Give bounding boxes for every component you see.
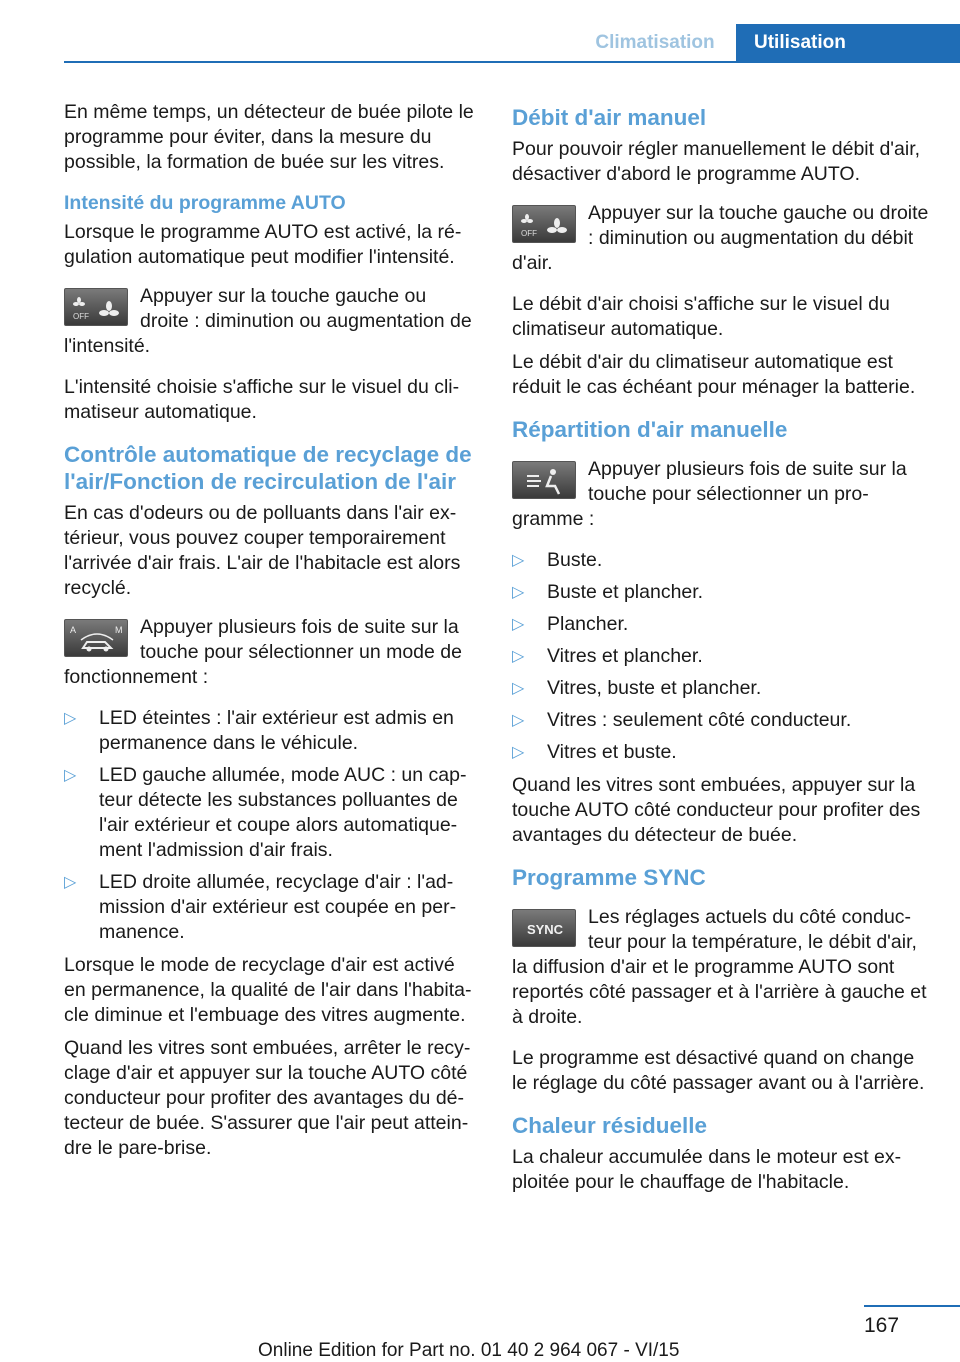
- edition-note: Online Edition for Part no. 01 40 2 964 067 - VI/15: [258, 1340, 680, 1361]
- paragraph: Les réglages actuels du côté conduc‐teur pour la température, le débit d'air, la diffusion d'air et le programme AUTO sont reportés côté passager et à l'arrière à gauche et à droite.: [512, 906, 927, 1028]
- paragraph: Le débit d'air choisi s'affiche sur le visuel du climatiseur automatique.: [512, 293, 890, 340]
- heading-manual-airflow: Débit d'air manuel: [512, 105, 707, 130]
- list-item: ▷ LED éteintes : l'air extérieur est admis en permanence dans le véhicule.: [64, 706, 478, 756]
- list-item: ▷ Buste et plancher.: [512, 580, 930, 605]
- paragraph: Appuyer plusieurs fois de suite sur la touche pour sélectionner un mode de fonctionnement :: [64, 616, 462, 688]
- paragraph: Appuyer sur la touche gauche ou droite : diminution ou augmentation de l'intensité.: [64, 285, 472, 357]
- section-tab: Climatisation: [595, 32, 715, 53]
- paragraph: L'intensité choisie s'affiche sur le visuel du cli‐matiseur automatique.: [64, 376, 460, 423]
- icon-paragraph: [512, 201, 930, 276]
- list-item: ▷ Plancher.: [512, 612, 930, 637]
- paragraph: En même temps, un détecteur de buée pilote le programme pour éviter, dans la mesure du possible, la formation de buée sur les vitres.: [64, 101, 474, 173]
- paragraph: Appuyer sur la touche gauche ou droite : diminution ou augmentation du débit d'air.: [512, 202, 929, 274]
- list-item: ▷ Vitres et buste.: [512, 740, 930, 765]
- paragraph: Le débit d'air du climatiseur automatique est réduit le cas échéant pour ménager la batterie.: [512, 351, 916, 398]
- heading-recirculation: Contrôle automatique de recyclage de l'air/Fonction de recirculation de l'air: [64, 442, 472, 494]
- paragraph: Lorsque le programme AUTO est activé, la ré‐gulation automatique peut modifier l'intensité.: [64, 221, 462, 268]
- list-item: ▷ Vitres : seulement côté conducteur.: [512, 708, 930, 733]
- fan-button-icon: [64, 288, 128, 326]
- off-label: OFF: [521, 229, 537, 238]
- heading-intensity: Intensité du programme AUTO: [64, 192, 346, 214]
- fan-button-icon: [512, 205, 576, 243]
- paragraph: La chaleur accumulée dans le moteur est ex‐ploitée pour le chauffage de l'habitacle.: [512, 1146, 902, 1193]
- header-rule: [64, 61, 960, 63]
- paragraph: Pour pouvoir régler manuellement le débit d'air, désactiver d'abord le programme AUTO.: [512, 138, 921, 185]
- m-label: M: [115, 625, 123, 635]
- heading-sync: Programme SYNC: [512, 865, 706, 890]
- icon-paragraph: [64, 615, 478, 690]
- paragraph: Quand les vitres sont embuées, arrêter le recy‐clage d'air et appuyer sur la touche AUTO côté conducteur pour profiter des avantages du dé‐tecteur de buée. S'assurer que l'air peut attein‐dre le pare-brise.: [64, 1037, 471, 1159]
- off-label: OFF: [73, 312, 89, 321]
- heading-manual-distribution: Répartition d'air manuelle: [512, 417, 788, 442]
- distribution-program-list: [512, 548, 930, 765]
- sync-label: SYNC: [526, 922, 564, 937]
- sync-button-icon: [512, 909, 576, 947]
- list-item: ▷ LED droite allumée, recyclage d'air : l'ad‐mission d'air extérieur est coupée en per‐manence.: [64, 870, 478, 945]
- a-label: A: [70, 625, 77, 635]
- chapter-tab: Utilisation: [736, 24, 960, 62]
- paragraph: En cas d'odeurs ou de polluants dans l'air ex‐térieur, vous pouvez couper temporairement l'arrivée d'air frais. L'air de l'habitacle est alors recyclé.: [64, 502, 461, 599]
- heading-residual-heat: Chaleur résiduelle: [512, 1113, 708, 1138]
- right-column: [512, 100, 930, 1203]
- list-item: ▷ Buste.: [512, 548, 930, 573]
- paragraph: Lorsque le mode de recyclage d'air est activé en permanence, la qualité de l'air dans l'habita‐cle diminue et l'embuage des vitres augmente.: [64, 954, 472, 1026]
- air-distribution-button-icon: [512, 461, 576, 499]
- paragraph: Quand les vitres sont embuées, appuyer sur la touche AUTO côté conducteur pour profiter des avantages du détecteur de buée.: [512, 774, 921, 846]
- led-mode-list: [64, 706, 478, 945]
- icon-paragraph: [512, 457, 930, 532]
- icon-paragraph: [64, 284, 478, 359]
- header-tabs: [574, 24, 960, 62]
- list-item: ▷ LED gauche allumée, mode AUC : un cap‐teur détecte les substances polluantes de l'air extérieur et coupe alors automatique‐ment l'admission d'air frais.: [64, 763, 478, 863]
- list-item: ▷ Vitres, buste et plancher.: [512, 676, 930, 701]
- list-item: ▷ Vitres et plancher.: [512, 644, 930, 669]
- paragraph: Le programme est désactivé quand on change le réglage du côté passager avant ou à l'arrière.: [512, 1047, 925, 1094]
- left-column: [64, 100, 478, 1169]
- icon-paragraph: [512, 905, 930, 1030]
- recirculation-button-icon: [64, 619, 128, 657]
- footer-rule: [864, 1305, 960, 1307]
- paragraph: Appuyer plusieurs fois de suite sur la touche pour sélectionner un pro‐gramme :: [512, 458, 907, 530]
- page-number: 167: [864, 1314, 900, 1337]
